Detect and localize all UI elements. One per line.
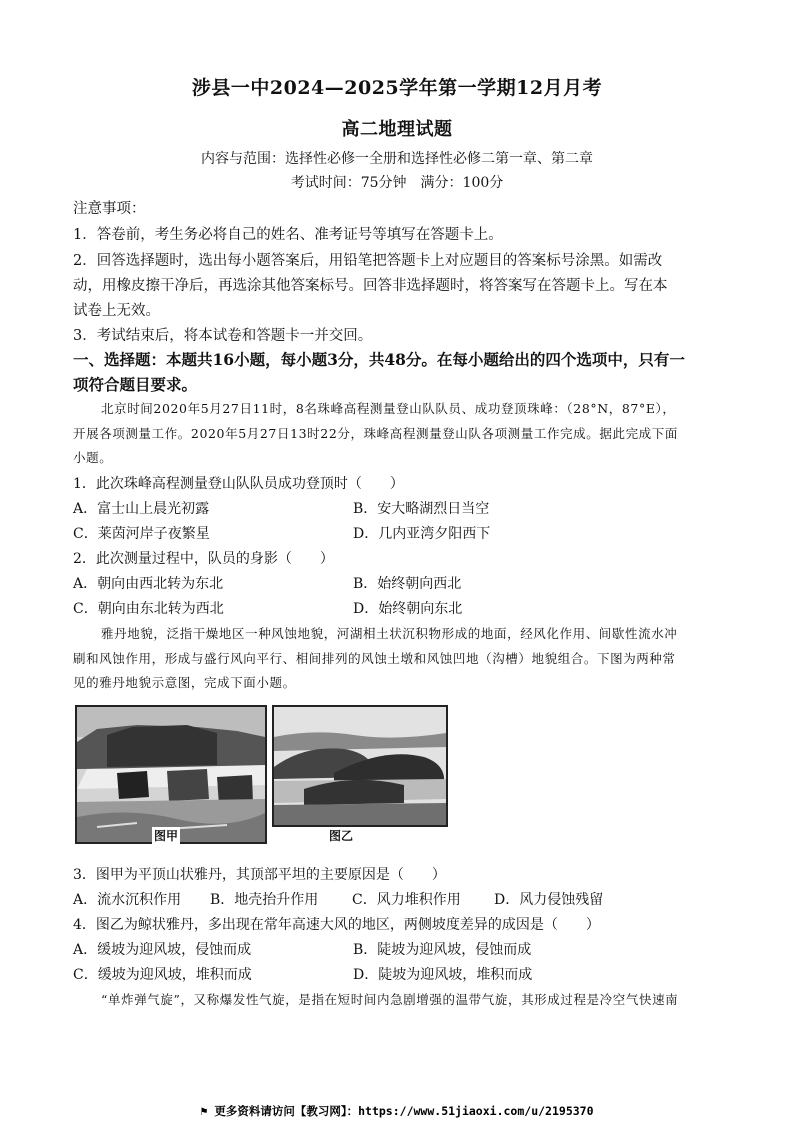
footer-link[interactable] [0,1103,794,1119]
passage-2-line-2: 刷和风蚀作用，形成与盛行风向平行、相间排列的风蚀土墩和风蚀凹地（沟槽）地貌组合。下图为两种常 [73,651,676,666]
q2-option-d: D．始终朝向东北 [353,601,463,617]
figure-a-image [75,705,267,844]
q4-option-d: D．陡坡为迎风坡，堆积而成 [353,967,533,983]
q3-option-c: C．风力堆积作用 [352,892,461,908]
note-2-line-2: 动，用橡皮擦干净后，再选涂其他答案标号。回答非选择题时，将答案写在答题卡上。写在本 [73,278,668,294]
flag-icon: ⚑ [200,1104,208,1118]
note-3: 3．考试结束后，将本试卷和答题卡一并交回。 [73,328,373,344]
q4-option-a: A．缓坡为迎风坡，侵蚀而成 [73,942,252,958]
note-2-line-3: 试卷上无效。 [73,303,160,319]
passage-1-line-3: 小题。 [73,450,113,465]
q2-option-b: B．始终朝向西北 [353,576,462,592]
section-heading-line-1: 一、选择题：本题共16小题，每小题3分，共48分。在每小题给出的四个选项中，只有一 [73,350,685,369]
q4-stem: 4．图乙为鲸状雅丹，多出现在常年高速大风的地区，两侧坡度差异的成因是（ ） [73,917,600,933]
q1-option-d: D．几内亚湾夕阳西下 [353,526,491,542]
q1-option-a: A．富士山上晨光初露 [73,501,210,517]
q2-stem: 2．此次测量过程中，队员的身影（ ） [73,551,334,567]
passage-2-line-1: 雅丹地貌，泛指干燥地区一种风蚀地貌，河湖相土状沉积物形成的地面，经风化作用、间歇性流水冲 [101,626,678,641]
q1-option-c: C．莱茵河岸子夜繁星 [73,526,210,542]
footer-text: 更多资料请访问【教习网】：https://www.51jiaoxi.com/u/2195370 [214,1104,594,1118]
notes-heading: 注意事项： [73,201,146,217]
q3-stem: 3．图甲为平顶山状雅丹，其顶部平坦的主要原因是（ ） [73,867,446,883]
q3-option-b: B．地壳抬升作用 [210,892,319,908]
q1-option-b: B．安大略湖烈日当空 [353,501,490,517]
passage-2-line-3: 见的雅丹地貌示意图，完成下面小题。 [73,675,296,690]
q3-option-a: A．流水沉积作用 [73,892,182,908]
section-heading-line-2: 项符合题目要求。 [73,375,198,394]
figure-b-label: 图乙 [329,829,354,843]
q2-option-c: C．朝向由东北转为西北 [73,601,224,617]
exam-subtitle: 高二地理试题 [341,119,453,140]
exam-title: 涉县一中2024—2025学年第一学期12月月考 [191,77,603,99]
figure-a-label: 图甲 [154,829,179,843]
passage-3-line-1: “单炸弹气旋”，又称爆发性气旋，是指在短时间内急剧增强的温带气旋，其形成过程是冷空气快速南 [101,992,679,1007]
q4-option-c: C．缓坡为迎风坡，堆积而成 [73,967,252,983]
exam-time-score: 考试时间：75分钟 满分：100分 [290,175,504,191]
q1-stem: 1．此次珠峰高程测量登山队队员成功登顶时（ ） [73,476,404,492]
passage-1-line-1: 北京时间2020年5月27日11时，8名珠峰高程测量登山队队员、成功登顶珠峰：（28°N，87°E）， [101,401,676,416]
note-2-line-1: 2．回答选择题时，选出每小题答案后，用铅笔把答题卡上对应题目的答案标号涂黑。如需改 [73,253,663,269]
note-1: 1．答卷前，考生务必将自己的姓名、准考证号等填写在答题卡上。 [73,227,503,243]
q3-option-d: D．风力侵蚀残留 [494,892,604,908]
exam-scope: 内容与范围：选择性必修一全册和选择性必修二第一章、第二章 [201,151,593,167]
q2-option-a: A．朝向由西北转为东北 [73,576,224,592]
passage-1-line-2: 开展各项测量工作。2020年5月27日13时22分，珠峰高程测量登山队各项测量工作完成。据此完成下面 [73,426,678,441]
q4-option-b: B．陡坡为迎风坡，侵蚀而成 [353,942,532,958]
figure-b-image [272,705,448,827]
